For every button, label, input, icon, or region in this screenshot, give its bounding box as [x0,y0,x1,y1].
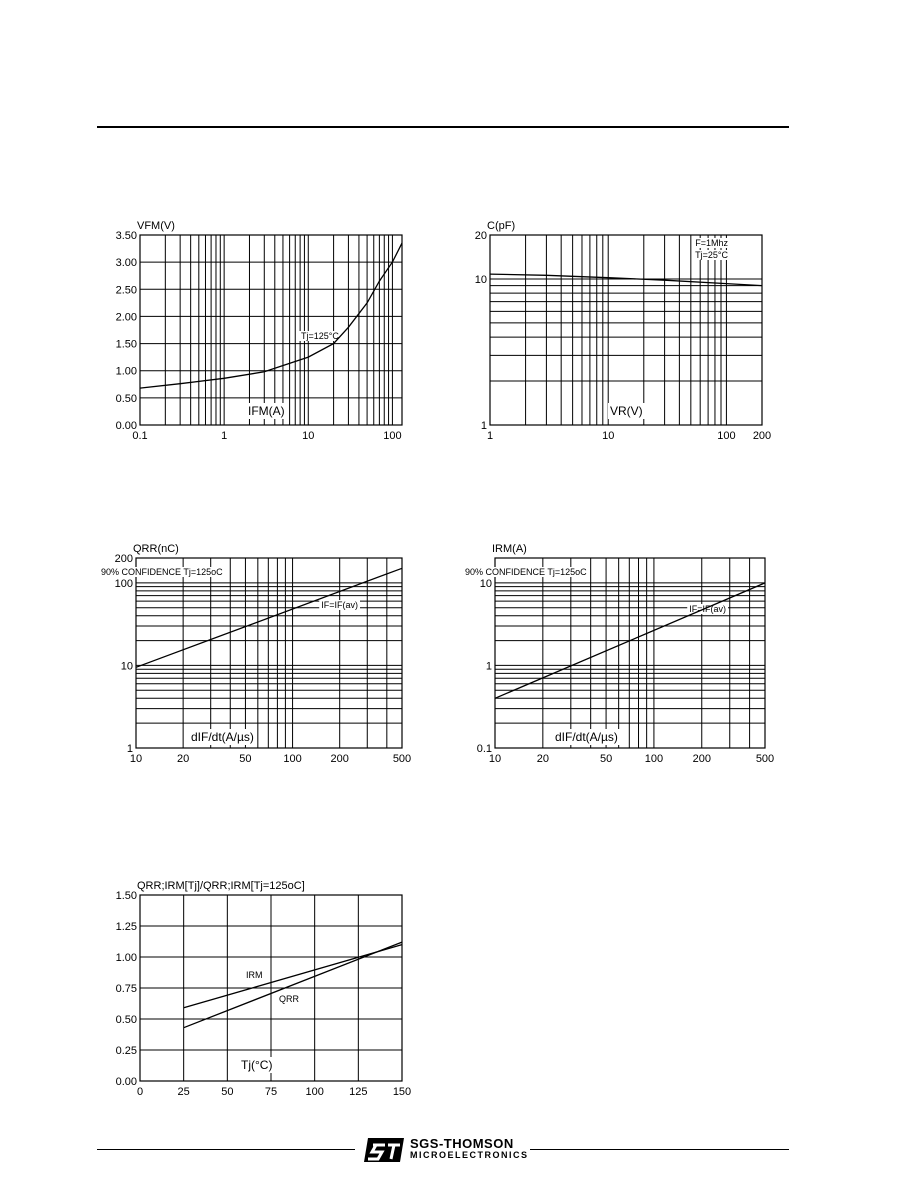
x-axis-label: IFM(A) [248,404,285,418]
y-tick-label: 10 [474,273,487,286]
temperature-ratio-chart [96,870,426,1110]
y-tick-label: 10 [479,577,492,590]
y-tick-label: 0.00 [115,420,137,432]
junction-capacitance-chart [460,215,790,455]
y-tick-label: 1.25 [115,921,137,933]
y-axis-label: QRR(nC) [133,543,179,555]
x-tick-label: 200 [330,753,349,765]
y-axis-label: IRM(A) [492,543,527,555]
grid [495,558,765,748]
x-tick-label: 100 [644,753,664,765]
logo-word-primary: SGS-THOMSON [410,1136,514,1151]
x-tick-label: 125 [349,1086,368,1098]
x-tick-label: 25 [177,1086,190,1098]
x-axis-label: Tj(°C) [241,1058,273,1072]
x-tick-label: 200 [692,753,711,765]
y-tick-label: 0.75 [115,983,137,995]
chart-annotation: Tj=125°C [301,331,339,341]
y-tick-label: 1 [480,420,487,432]
chart-annotation: Tj=25°C [695,250,728,260]
header-rule [97,126,789,128]
y-axis-label: C(pF) [487,220,516,232]
y-tick-label: 2.50 [115,284,137,297]
x-tick-label: 20 [536,753,549,765]
footer-rule-right [530,1149,789,1150]
x-tick-label: 20 [177,753,190,765]
y-tick-label: 10 [120,660,133,673]
logo-word-secondary: MICROELECTRONICS [410,1150,529,1160]
recovery-charge-chart [96,538,426,778]
chart-annotation: 90% CONFIDENCE Tj=125oC [101,567,223,577]
company-logo [360,1136,530,1166]
x-tick-label: 0.1 [132,430,148,442]
footer-rule-left [97,1149,355,1150]
x-tick-label: 500 [755,753,775,765]
grid [140,895,402,1081]
x-tick-label: 150 [392,1086,412,1098]
x-axis-label: dIF/dt(A/µs) [555,730,618,744]
y-tick-label: 100 [114,577,133,590]
x-tick-label: 10 [602,430,615,442]
chart-annotation: IF=IF(av) [689,604,726,614]
y-tick-label: 0.25 [115,1045,137,1057]
x-axis-label: VR(V) [610,404,643,418]
y-tick-label: 1.00 [115,952,137,964]
x-tick-label: 100 [717,430,736,442]
x-axis-label: dIF/dt(A/µs) [191,730,254,744]
y-tick-label: 0.50 [115,392,137,405]
x-tick-label: 200 [752,430,772,442]
chart-annotation: IF=IF(av) [321,600,358,610]
chart-annotation: F=1Mhz [695,238,728,248]
y-tick-label: 1.50 [115,338,137,351]
x-tick-label: 0 [136,1086,144,1098]
x-tick-label: 50 [221,1086,234,1098]
y-tick-label: 3.50 [115,230,137,242]
x-tick-label: 75 [264,1086,278,1098]
st-logo-icon [362,1136,406,1164]
series-label: QRR [279,994,299,1004]
y-tick-label: 0.50 [115,1014,137,1026]
x-tick-label: 50 [239,753,252,765]
y-tick-label: 20 [474,230,487,242]
y-tick-label: 3.00 [115,257,137,270]
grid [140,235,402,425]
y-axis-label: QRR;IRM[Tj]/QRR;IRM[Tj=125oC] [137,880,305,892]
y-tick-label: 1 [485,660,492,673]
x-tick-label: 10 [302,430,315,442]
x-tick-label: 1 [486,430,494,442]
y-tick-label: 2.00 [115,311,137,324]
x-tick-label: 1 [221,430,228,442]
series-line [140,243,402,388]
y-tick-label: 200 [114,553,133,565]
y-tick-label: 0.1 [476,743,492,755]
y-tick-label: 0.00 [115,1076,137,1088]
series-label: IRM [246,970,263,980]
x-tick-label: 50 [599,753,613,765]
y-tick-label: 1 [126,743,133,755]
y-tick-label: 1.50 [115,890,137,902]
x-tick-label: 10 [129,753,143,765]
forward-voltage-chart [96,215,416,455]
y-axis-label: VFM(V) [137,220,175,232]
x-tick-label: 100 [305,1086,324,1098]
reverse-recovery-current-chart [460,538,790,778]
x-tick-label: 500 [392,753,412,765]
x-tick-label: 100 [283,753,302,765]
x-tick-label: 10 [488,753,502,765]
grid [490,235,762,425]
y-tick-label: 1.00 [115,365,137,378]
chart-annotation: 90% CONFIDENCE Tj=125oC [465,567,587,577]
series-line-qrr [184,942,402,1028]
x-tick-label: 100 [383,430,402,442]
plot-frame [140,235,402,425]
